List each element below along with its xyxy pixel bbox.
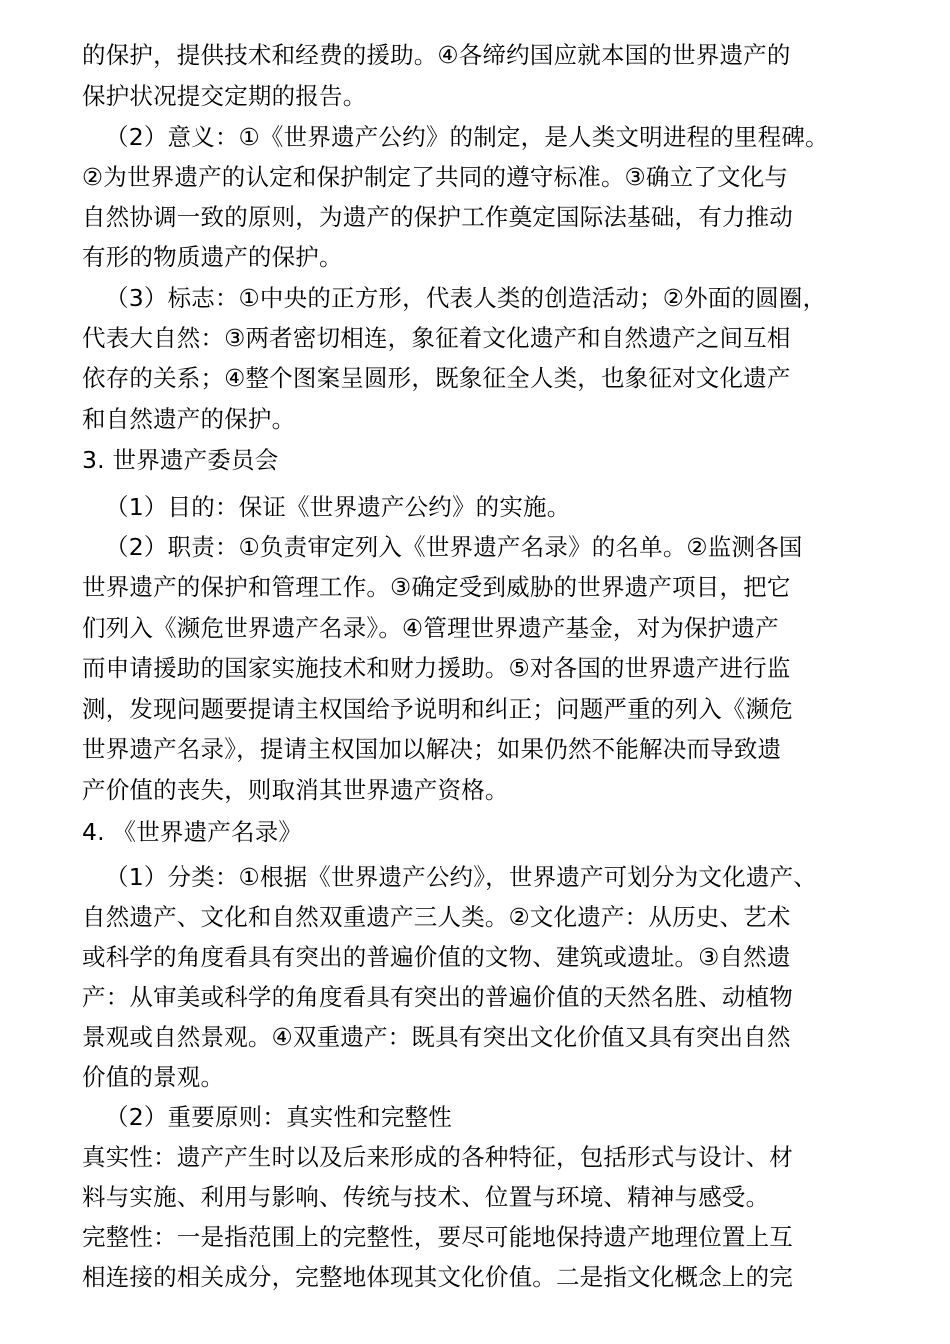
text-line: 代表大自然：③两者密切相连，象征着文化遗产和自然遗产之间互相 [82, 324, 791, 352]
text-line: 产：从审美或科学的角度看具有突出的普遍价值的天然名胜、动植物 [82, 983, 793, 1011]
text-line: （1）目的：保证《世界遗产公约》的实施。 [105, 493, 571, 521]
text-line: 自然协调一致的原则，为遗产的保护工作奠定国际法基础，有力推动 [82, 203, 793, 231]
text-line: （2）重要原则：真实性和完整性 [105, 1103, 452, 1131]
text-line: 相连接的相关成分，完整地体现其文化价值。二是指文化概念上的完 [82, 1263, 793, 1291]
text-line: 世界遗产名录》，提请主权国加以解决；如果仍然不能解决而导致遗 [82, 735, 782, 763]
text-line: 的保护，提供技术和经费的援助。④各缔约国应就本国的世界遗产的 [82, 41, 791, 69]
text-line: 价值的景观。 [82, 1063, 225, 1091]
text-line: 料与实施、利用与影响、传统与技术、位置与环境、精神与感受。 [82, 1183, 770, 1211]
section-heading: 3. 世界遗产委员会 [82, 446, 279, 474]
text-line: （1）分类：①根据《世界遗产公约》，世界遗产可划分为文化遗产、 [105, 863, 817, 891]
text-line: （2）意义：①《世界遗产公约》的制定，是人类文明进程的里程碑。 [105, 123, 829, 151]
text-line: 保护状况提交定期的报告。 [82, 82, 367, 110]
text-line: ②为世界遗产的认定和保护制定了共同的遵守标准。③确立了文化与 [82, 163, 789, 191]
text-line: 真实性：遗产产生时以及后来形成的各种特征，包括形式与设计、材 [82, 1143, 793, 1171]
text-line: 和自然遗产的保护。 [82, 405, 296, 433]
section-heading: 4. 《世界遗产名录》 [82, 818, 303, 846]
text-line: 有形的物质遗产的保护。 [82, 243, 343, 271]
text-line: 自然遗产、文化和自然双重遗产三人类。②文化遗产：从历史、艺术 [82, 903, 791, 931]
text-line: 产价值的丧失，则取消其世界遗产资格。 [82, 776, 509, 804]
text-line: 景观或自然景观。④双重遗产：既具有突出文化价值又具有突出自然 [82, 1023, 791, 1051]
text-line: 们列入《濒危世界遗产名录》。④管理世界遗产基金，对为保护遗产 [82, 614, 779, 642]
text-line: 依存的关系；④整个图案呈圆形，既象征全人类，也象征对文化遗产 [82, 364, 791, 392]
text-line: 而申请援助的国家实施技术和财力援助。⑤对各国的世界遗产进行监 [82, 654, 791, 682]
text-line: 测，发现问题要提请主权国给予说明和纠正；问题严重的列入《濒危 [82, 695, 793, 723]
text-line: （3）标志：①中央的正方形，代表人类的创造活动；②外面的圆圈， [105, 284, 827, 312]
text-line: 完整性：一是指范围上的完整性，要尽可能地保持遗产地理位置上互 [82, 1223, 793, 1251]
text-line: （2）职责：①负责审定列入《世界遗产名录》的名单。②监测各国 [105, 533, 803, 561]
text-line: 世界遗产的保护和管理工作。③确定受到威胁的世界遗产项目，把它 [82, 573, 791, 601]
text-line: 或科学的角度看具有突出的普遍价值的文物、建筑或遗址。③自然遗 [82, 943, 791, 971]
